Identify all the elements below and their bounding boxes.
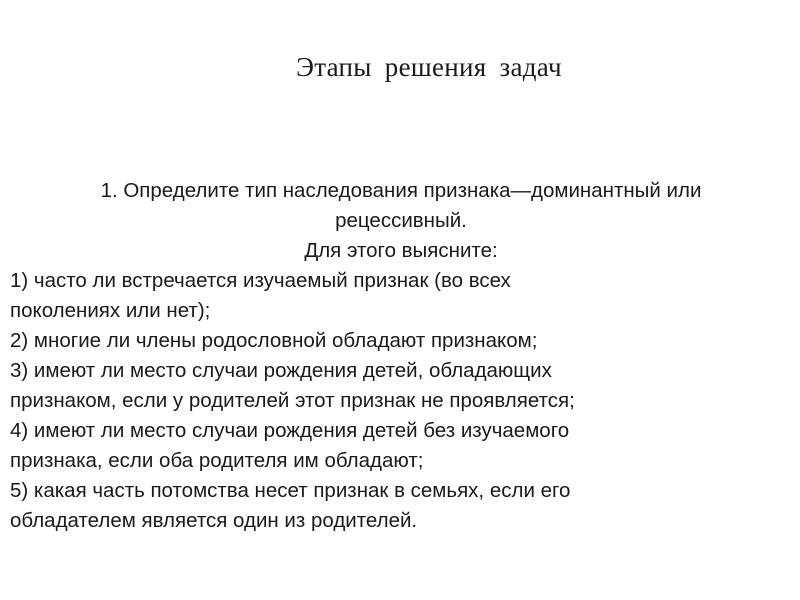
criterion-1-line-1: 1) часто ли встречается изучаемый признак (во всех <box>10 269 511 292</box>
criterion-3-line-2: признаком, если у родителей этот признак не проявляется; <box>10 389 575 412</box>
criterion-1-line-2: поколениях или нет); <box>10 299 211 322</box>
criterion-2-line-1: 2) многие ли члены родословной обладают признаком; <box>10 329 538 352</box>
step-1-heading-line-2: рецессивный. <box>335 209 467 232</box>
criterion-4-line-1: 4) имеют ли место случаи рождения детей без изучаемого <box>10 419 570 442</box>
criterion-3-line-1: 3) имеют ли место случаи рождения детей, обладающих <box>10 359 552 382</box>
slide-title: Этапы решения задач <box>296 52 562 82</box>
slide-body <box>8 176 794 536</box>
criterion-4-line-2: признака, если оба родителя им обладают; <box>10 449 424 472</box>
step-1-heading-line-1: 1. Определите тип наследования признака—доминантный или <box>100 179 702 202</box>
criterion-5-line-2: обладателем является один из родителей. <box>10 509 418 532</box>
criterion-5-line-1: 5) какая часть потомства несет признак в семьях, если его <box>10 479 571 502</box>
instruction-line: Для этого выясните: <box>304 239 498 262</box>
